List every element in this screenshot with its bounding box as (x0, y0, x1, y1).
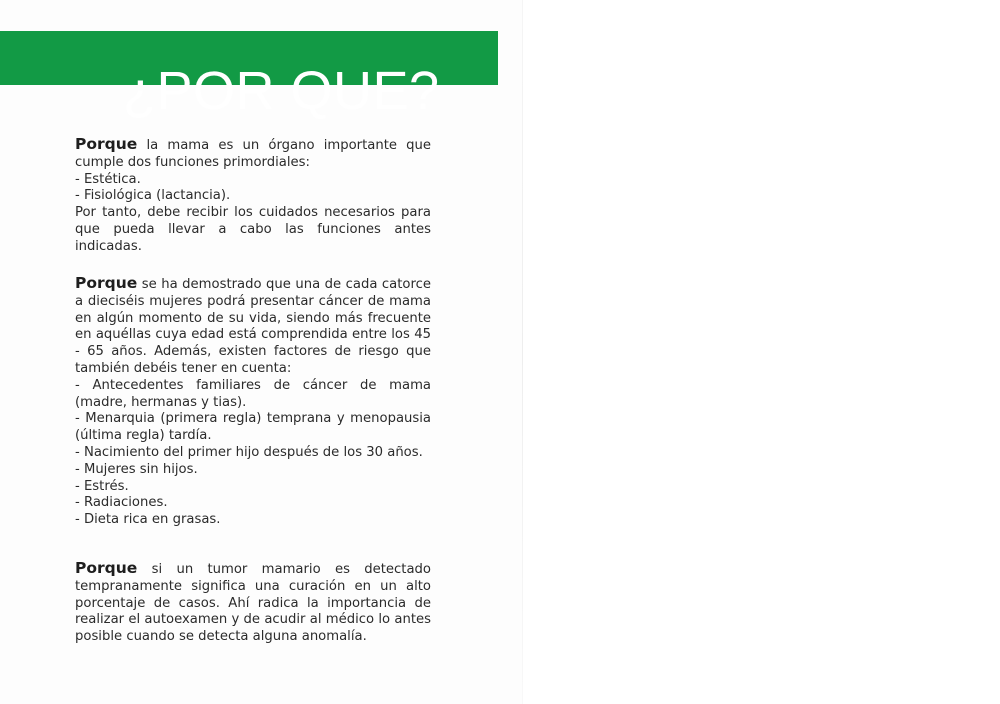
list-item: - Mujeres sin hijos. (75, 461, 198, 477)
list-item: - Estrés. (75, 478, 129, 494)
list-item: - Dieta rica en grasas. (75, 512, 221, 528)
section-3 (75, 560, 431, 646)
section-1-intro-text: la mama es un órgano importante que cumple dos funciones primordiales: (75, 138, 431, 170)
section-3-lead: Porque (75, 559, 138, 577)
section-2-lead: Porque (75, 274, 138, 292)
list-item: - Radiaciones. (75, 495, 168, 511)
section-1-outro: Por tanto, debe recibir los cuidados necesarios para que pueda llevar a cabo las funciones antes indicadas. (75, 205, 431, 254)
section-3-intro (75, 560, 431, 646)
list-item: - Antecedentes familiares de cáncer de mama (madre, hermanas y tias). (75, 377, 431, 410)
section-1-lead: Porque (75, 135, 138, 153)
list-item: - Fisiológica (lactancia). (75, 188, 231, 204)
title-banner (0, 31, 498, 121)
list-item: - Estética. (75, 171, 141, 187)
section-2 (75, 275, 431, 529)
blank-right-panel (523, 0, 1000, 704)
section-2-intro (75, 275, 431, 378)
section-1-intro (75, 136, 431, 172)
section-1 (75, 136, 431, 256)
page-title: ¿POR QUE? (123, 61, 440, 121)
section-2-intro-text: se ha demostrado que una de cada catorce a dieciséis mujeres podrá presentar cáncer de mama en algún momento de su vida, siendo más frecuente en aquéllas cuya edad está comprendida entre los 45 - 65 años. Además, existen factores de riesgo que también debéis tener en cuenta: (75, 277, 431, 376)
list-item: - Nacimiento del primer hijo después de los 30 años. (75, 444, 423, 460)
list-item: - Menarquia (primera regla) temprana y menopausia (última regla) tardía. (75, 411, 431, 444)
section-3-intro-text: si un tumor mamario es detectado tempranamente significa una curación en un alto porcentaje de casos. Ahí radica la importancia de realizar el autoexamen y de acudir al médico lo antes posible cuando se detecta alguna anomalía. (75, 562, 431, 645)
page-fold-line (522, 0, 523, 704)
